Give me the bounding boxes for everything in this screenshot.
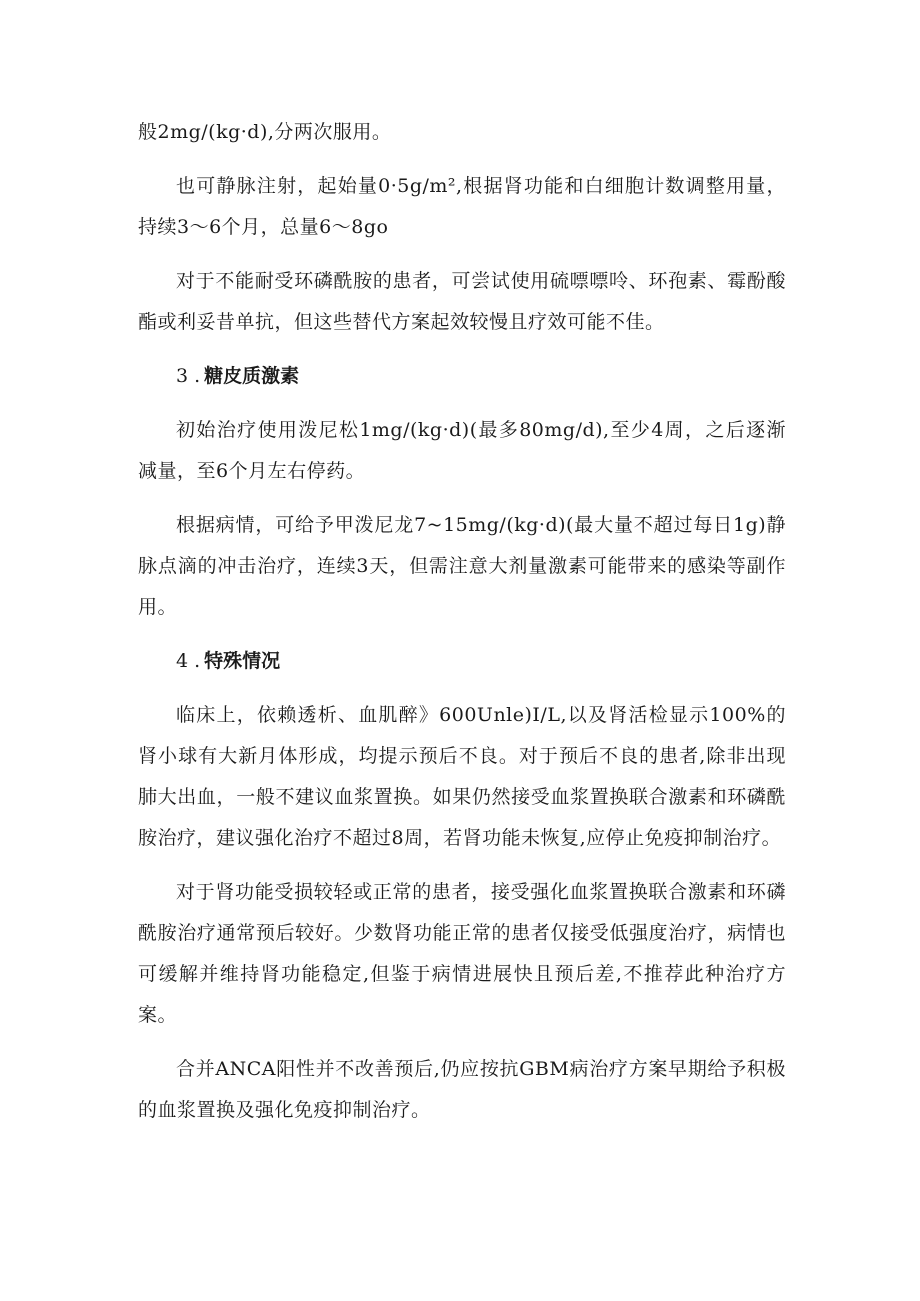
- section-title: 特殊情况: [204, 650, 281, 672]
- paragraph-anca-positive: 合并ANCA阳性并不改善预后,仍应按抗GBM病治疗方案早期给予积极的血浆置换及强化免疫抑制治疗。: [138, 1058, 786, 1121]
- section-title: 糖皮质激素: [204, 365, 300, 387]
- paragraph-mild-impairment: 对于肾功能受损较轻或正常的患者，接受强化血浆置换联合激素和环磷酰胺治疗通常预后较好。少数肾功能正常的患者仅接受低强度治疗，病情也可缓解并维持肾功能稳定,但鉴于病情进展快且预后差,不推荐此种治疗方案。: [138, 881, 786, 1026]
- paragraph-initial-treatment: 初始治疗使用泼尼松1mg/(kg·d)(最多80mg/d),至少4周，之后逐渐减量，至6个月左右停药。: [138, 419, 786, 482]
- section-number: 4 .: [176, 650, 201, 672]
- paragraph-pulse-therapy: 根据病情，可给予甲泼尼龙7~15mg/(kg·d)(最大量不超过每日1g)静脉点滴的冲击治疗，连续3天，但需注意大剂量激素可能带来的感染等副作用。: [138, 514, 786, 618]
- section-heading-glucocorticoids: [138, 356, 786, 397]
- paragraph-iv-injection: 也可静脉注射，起始量0·5g/m²,根据肾功能和白细胞计数调整用量，持续3～6个月，总量6～8go: [138, 175, 786, 238]
- section-heading-special-cases: [138, 641, 786, 682]
- document-body: [138, 112, 786, 1144]
- paragraph-poor-prognosis: 临床上，依赖透析、血肌醉》600Unle)I/L,以及肾活检显示100%的肾小球有大新月体形成，均提示预后不良。对于预后不良的患者,除非出现肺大出血，一般不建议血浆置换。如果仍然接受血浆置换联合激素和环磷酰胺治疗，建议强化治疗不超过8周，若肾功能未恢复,应停止免疫抑制治疗。: [138, 704, 786, 849]
- paragraph-alternatives: 对于不能耐受环磷酰胺的患者，可尝试使用硫嘌嘌呤、环孢素、霉酚酸酯或利妥昔单抗，但这些替代方案起效较慢且疗效可能不佳。: [138, 270, 786, 333]
- paragraph-dosage-continuation: 般2mg/(kg·d),分两次服用。: [138, 121, 392, 143]
- section-number: 3 .: [176, 365, 201, 387]
